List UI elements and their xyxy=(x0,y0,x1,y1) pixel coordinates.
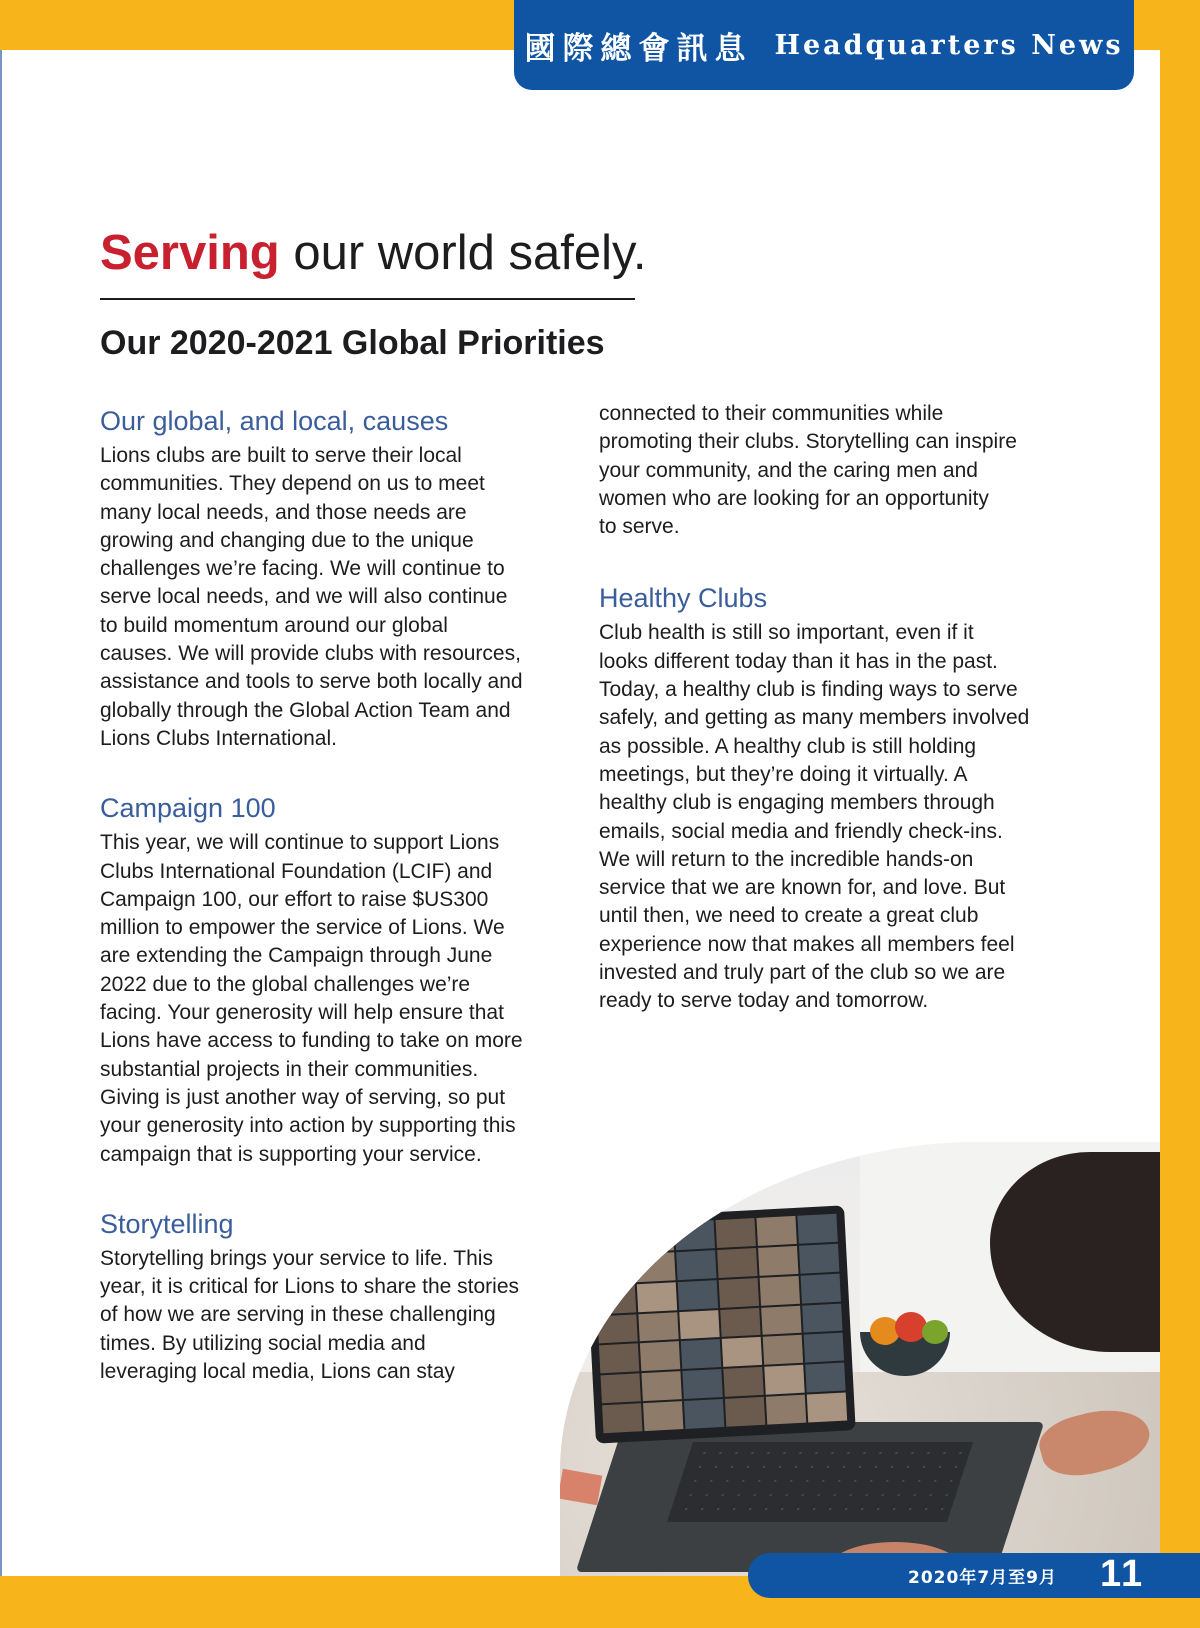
text-line: Clubs International Foundation (LCIF) and xyxy=(100,859,493,883)
text-line: to serve. xyxy=(599,515,680,539)
text-line: challenges we’re facing. We will continue to xyxy=(100,557,505,581)
text-line: are extending the Campaign through June xyxy=(100,944,493,968)
header-title-zh: 國際總會訊息 xyxy=(524,30,753,67)
text-line: times. By utilizing social media and xyxy=(100,1331,426,1355)
section-body-storytelling xyxy=(100,1245,570,1386)
text-line: invested and truly part of the club so we are xyxy=(599,961,1006,985)
section-body-causes xyxy=(100,442,570,753)
text-line: Lions have access to funding to take on more xyxy=(100,1029,523,1053)
page-subtitle: Our 2020-2021 Global Priorities xyxy=(100,324,605,362)
text-line: Lions clubs are built to serve their local xyxy=(100,444,462,467)
section-heading-campaign: Campaign 100 xyxy=(100,793,276,824)
text-line: causes. We will provide clubs with resources, xyxy=(100,642,521,666)
text-line: Storytelling brings your service to life. This xyxy=(100,1246,493,1270)
section-heading-healthy: Healthy Clubs xyxy=(599,583,768,614)
text-line: many local needs, and those needs are xyxy=(100,500,467,524)
text-line: your generosity into action by supporting this xyxy=(100,1114,516,1138)
text-line: women who are looking for an opportunity xyxy=(599,486,989,510)
text-line: million to empower the service of Lions. We xyxy=(100,916,505,940)
header-tab xyxy=(514,0,1134,90)
text-line: connected to their communities while xyxy=(599,402,944,425)
text-line: Today, a healthy club is finding ways to serve xyxy=(599,678,1018,702)
text-line: globally through the Global Action Team and xyxy=(100,698,511,722)
text-line: until then, we need to create a great club xyxy=(599,904,979,928)
header-title-en: Headquarters News xyxy=(774,29,1124,61)
frame-left-line xyxy=(0,50,2,1576)
video-call-photo xyxy=(560,1142,1160,1576)
text-line: serve local needs, and we will also continue xyxy=(100,585,508,609)
text-line: promoting their clubs. Storytelling can inspire xyxy=(599,430,1017,454)
text-line: Giving is just another way of serving, so put xyxy=(100,1085,506,1109)
text-line: ready to serve today and tomorrow. xyxy=(599,989,929,1013)
text-line: This year, we will continue to support Lions xyxy=(100,831,500,855)
text-line: looks different today than it has in the past. xyxy=(599,649,998,673)
photo-video-grid xyxy=(593,1214,847,1433)
text-line: Club health is still so important, even if it xyxy=(599,621,974,645)
text-line: facing. Your generosity will help ensure that xyxy=(100,1001,504,1025)
title-accent: Serving xyxy=(100,226,280,280)
text-line: your community, and the caring men and xyxy=(599,458,978,482)
text-line: assistance and tools to serve both locally and xyxy=(100,670,523,694)
section-heading-storytelling: Storytelling xyxy=(100,1208,234,1239)
text-line: healthy club is engaging members through xyxy=(599,791,995,815)
photo-fruit xyxy=(922,1320,948,1344)
left-column xyxy=(100,404,570,1386)
text-line: communities. They depend on us to meet xyxy=(100,472,485,496)
text-line: We will return to the incredible hands-on xyxy=(599,847,974,871)
text-line: safely, and getting as many members involved xyxy=(599,706,1030,730)
frame-right xyxy=(1160,0,1200,1628)
text-line: substantial projects in their communities. xyxy=(100,1057,479,1081)
text-line: Lions Clubs International. xyxy=(100,726,337,750)
title-divider xyxy=(100,298,635,300)
text-line: campaign that is supporting your service. xyxy=(100,1142,482,1166)
section-body-storytelling-continued xyxy=(599,400,1079,541)
text-line: as possible. A healthy club is still holding xyxy=(599,734,977,758)
text-line: of how we are serving in these challenging xyxy=(100,1303,496,1327)
page-number: 11 xyxy=(1100,1553,1145,1595)
text-line: service that we are known for, and love. But xyxy=(599,876,1006,900)
text-line: meetings, but they’re doing it virtually. A xyxy=(599,762,968,786)
footer-tab xyxy=(748,1553,1200,1598)
text-line: to build momentum around our global xyxy=(100,613,448,637)
photo-laptop-keyboard xyxy=(667,1442,973,1522)
text-line: Campaign 100, our effort to raise $US300 xyxy=(100,887,489,911)
photo-paper xyxy=(560,1469,602,1505)
page-title xyxy=(100,225,646,281)
text-line: emails, social media and friendly check-ins. xyxy=(599,819,1003,843)
footer-date: 2020年7月至9月 xyxy=(908,1568,1057,1588)
section-body-healthy xyxy=(599,619,1079,1015)
text-line: growing and changing due to the unique xyxy=(100,528,474,552)
text-line: leveraging local media, Lions can stay xyxy=(100,1360,455,1384)
text-line: year, it is critical for Lions to share the stories xyxy=(100,1275,520,1299)
photo-laptop-screen xyxy=(584,1205,855,1443)
text-line: 2022 due to the global challenges we’re xyxy=(100,972,471,996)
text-line: experience now that makes all members feel xyxy=(599,932,1015,956)
section-body-campaign xyxy=(100,829,570,1169)
section-heading-causes: Our global, and local, causes xyxy=(100,406,449,436)
title-rest: our world safely. xyxy=(279,226,647,280)
right-column xyxy=(599,400,1079,1016)
